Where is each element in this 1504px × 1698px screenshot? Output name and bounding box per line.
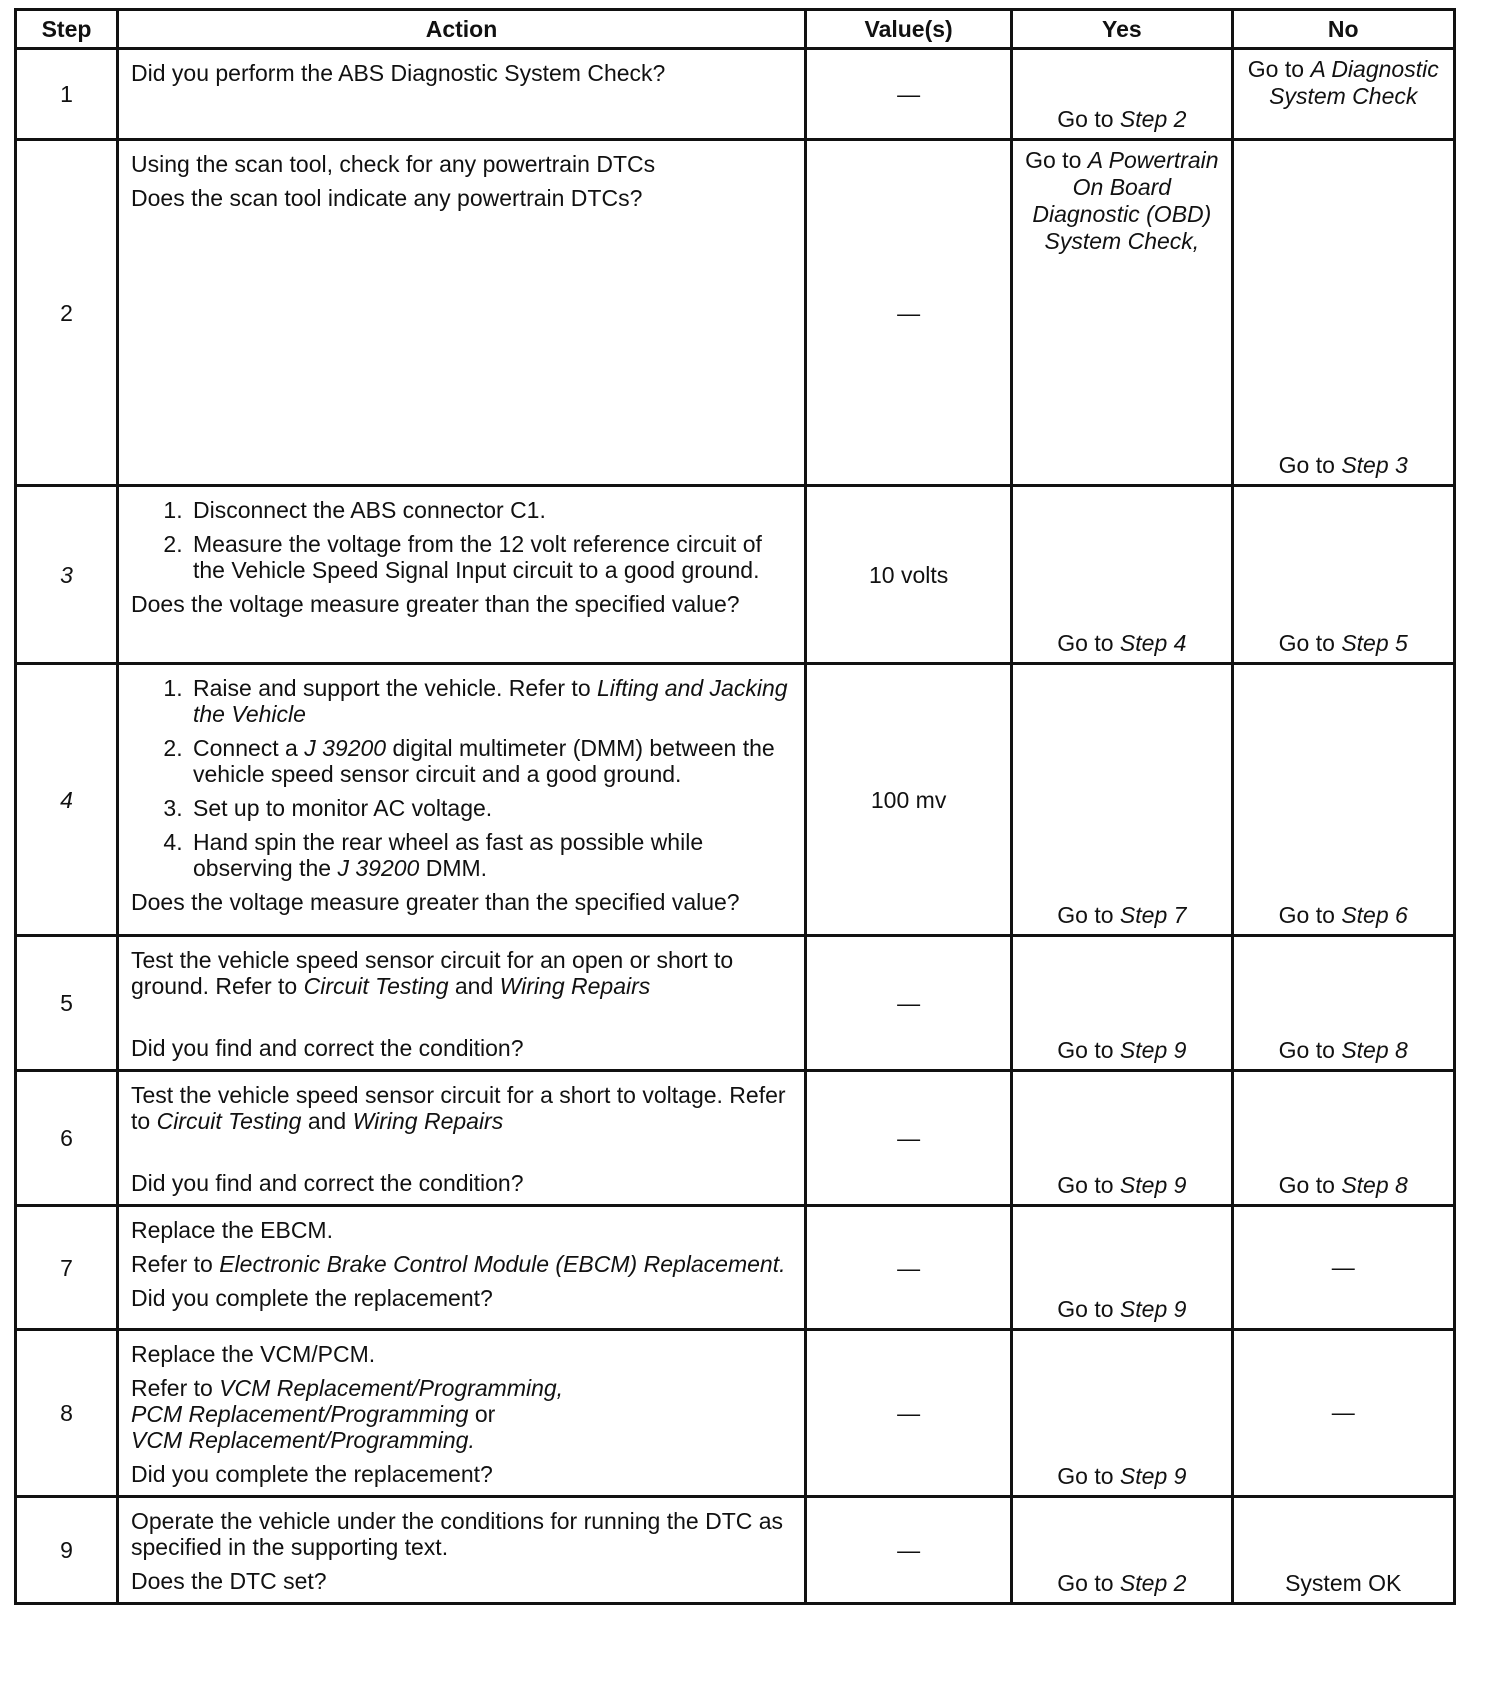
yes-step-link[interactable]: Step 9 [1119,1037,1187,1063]
step-number: 1 [16,49,118,140]
no-step-link[interactable]: Step 8 [1341,1037,1408,1063]
action-reference [131,1427,794,1453]
action-text-part: Test the vehicle speed sensor circuit for a short to voltage. Refer to [131,1082,786,1134]
no-cell [1232,1071,1455,1206]
yes-prefix: Go to [1057,1570,1120,1596]
action-cell [118,140,806,486]
yes-prefix: Go to [1057,1172,1120,1198]
action-text: Replace the EBCM. [131,1217,333,1243]
table-row [16,1497,1455,1604]
no-cell [1232,936,1455,1071]
table-row [16,140,1455,486]
value-cell: — [806,1330,1012,1497]
yes-procedure-link[interactable]: A Powertrain On Board Diagnostic (OBD) System Check, [1032,147,1219,254]
yes-prefix: Go to [1057,106,1120,132]
action-cell [118,664,806,936]
action-question: Does the voltage measure greater than the specified value? [131,889,740,915]
table-row [16,1330,1455,1497]
yes-step-link[interactable]: Step 9 [1119,1296,1187,1322]
yes-step-link[interactable]: Step 7 [1119,902,1187,928]
value-cell: — [806,1071,1012,1206]
diagnostic-table [14,8,1456,1605]
value-cell: — [806,140,1012,486]
action-step-item [189,829,794,881]
step-number: 5 [16,936,118,1071]
yes-cell [1012,664,1232,936]
no-cell [1232,49,1455,140]
action-step-item: 3. Set up to monitor AC voltage. [189,795,794,821]
value-cell: — [806,1206,1012,1330]
action-reference [131,1401,794,1427]
action-cell [118,1497,806,1604]
step-number: 2 [16,140,118,486]
step-number: 4 [16,664,118,936]
no-cell [1232,140,1455,486]
no-procedure-link[interactable]: A Diagnostic System Check [1269,56,1439,109]
no-prefix: Go to [1247,56,1311,82]
action-reference [131,1251,794,1277]
yes-cell [1012,1497,1232,1604]
ebcm-replacement-link[interactable]: Electronic Brake Control Module (EBCM) Replacement. [219,1251,786,1277]
header-step: Step [16,10,118,49]
vcm-replacement-link[interactable]: VCM Replacement/Programming, [219,1375,564,1401]
action-question: Does the scan tool indicate any powertrain DTCs? [131,185,643,211]
action-cell [118,1206,806,1330]
step-number: 8 [16,1330,118,1497]
table-row [16,664,1455,936]
yes-step-link[interactable]: Step 9 [1119,1172,1187,1198]
table-row [16,486,1455,664]
action-question: Did you perform the ABS Diagnostic System Check? [131,60,666,86]
yes-prefix: Go to [1057,902,1120,928]
step-number: 6 [16,1071,118,1206]
no-cell: — [1232,1206,1455,1330]
action-text [131,1082,794,1134]
step-number: 9 [16,1497,118,1604]
yes-cell [1012,1206,1232,1330]
no-prefix: Go to [1278,1037,1342,1063]
yes-cell [1012,1071,1232,1206]
action-step-item [189,735,794,787]
circuit-testing-link[interactable]: Circuit Testing [303,973,449,999]
header-no: No [1232,10,1455,49]
action-question: Did you complete the replacement? [131,1285,493,1311]
value-cell: — [806,1497,1012,1604]
action-step-text: DMM. [419,855,488,881]
no-cell [1232,664,1455,936]
tool-reference: J 39200 [337,855,420,881]
yes-prefix: Go to [1057,1463,1120,1489]
table-row [16,49,1455,140]
action-text: Operate the vehicle under the conditions for running the DTC as specified in the supporting text. [131,1508,784,1560]
action-step-item: 1. Disconnect the ABS connector C1. [189,497,794,523]
action-text: Replace the VCM/PCM. [131,1341,376,1367]
value-cell: — [806,49,1012,140]
action-text-part: Refer to [131,1375,220,1401]
yes-cell [1012,140,1232,486]
action-step-text: Raise and support the vehicle. Refer to [193,675,598,701]
wiring-repairs-link[interactable]: Wiring Repairs [352,1108,504,1134]
action-question: Did you complete the replacement? [131,1461,493,1487]
table-row [16,936,1455,1071]
action-step-text: Connect a [193,735,305,761]
step-number: 3 [16,486,118,664]
wiring-repairs-link[interactable]: Wiring Repairs [499,973,651,999]
value-cell: — [806,936,1012,1071]
action-text: Using the scan tool, check for any powertrain DTCs [131,151,656,177]
yes-step-link[interactable]: Step 2 [1119,106,1187,132]
no-cell: System OK [1232,1497,1455,1604]
yes-cell [1012,49,1232,140]
tool-reference: J 39200 [304,735,387,761]
yes-cell [1012,1330,1232,1497]
diagnostic-table-container [14,8,1456,1605]
no-cell [1232,486,1455,664]
value-cell: 10 volts [806,486,1012,664]
action-text [131,947,794,999]
action-question: Did you find and correct the condition? [131,1035,524,1061]
yes-step-link[interactable]: Step 2 [1119,1570,1187,1596]
header-row [16,10,1455,49]
circuit-testing-link[interactable]: Circuit Testing [156,1108,302,1134]
action-question: Does the DTC set? [131,1568,327,1594]
yes-step-link[interactable]: Step 4 [1119,630,1187,656]
table-row [16,1071,1455,1206]
lifting-jacking-link[interactable]: Lifting and Jacking the Vehicle [193,675,788,727]
action-cell [118,936,806,1071]
yes-step-link[interactable]: Step 9 [1119,1463,1187,1489]
no-step-link[interactable]: Step 6 [1341,902,1408,928]
header-values: Value(s) [806,10,1012,49]
header-action: Action [118,10,806,49]
no-step-link[interactable]: Step 8 [1341,1172,1408,1198]
yes-cell [1012,936,1232,1071]
action-text-part: and [301,1108,353,1134]
yes-prefix: Go to [1025,147,1088,173]
no-step-link[interactable]: Step 3 [1341,452,1408,478]
action-text-part: and [448,973,500,999]
action-cell [118,1071,806,1206]
table-row [16,1206,1455,1330]
yes-cell [1012,486,1232,664]
yes-prefix: Go to [1057,1037,1120,1063]
no-prefix: Go to [1278,630,1342,656]
pcm-replacement-link[interactable]: PCM Replacement/Programming [131,1401,469,1427]
action-step-item [189,675,794,727]
value-cell: 100 mv [806,664,1012,936]
no-prefix: Go to [1278,452,1342,478]
step-number: 7 [16,1206,118,1330]
action-step-text: Hand spin the rear wheel as fast as possible while observing the [193,829,704,881]
action-question: Does the voltage measure greater than the specified value? [131,591,740,617]
action-cell [118,49,806,140]
header-yes: Yes [1012,10,1232,49]
vcm-replacement-link[interactable]: VCM Replacement/Programming. [131,1427,475,1453]
no-prefix: Go to [1278,902,1342,928]
action-steps-list [131,497,794,583]
action-reference [131,1375,794,1401]
no-prefix: Go to [1278,1172,1342,1198]
action-cell [118,1330,806,1497]
yes-prefix: Go to [1057,1296,1120,1322]
action-text-part: Test the vehicle speed sensor circuit for an open or short to ground. Refer to [131,947,734,999]
no-step-link[interactable]: Step 5 [1341,630,1408,656]
no-cell: — [1232,1330,1455,1497]
action-step-item: 2. Measure the voltage from the 12 volt reference circuit of the Vehicle Speed Signal Input circuit to a good ground. [189,531,794,583]
action-cell [118,486,806,664]
yes-prefix: Go to [1057,630,1120,656]
action-steps-list [131,675,794,881]
action-question: Did you find and correct the condition? [131,1170,524,1196]
action-text-part: or [468,1401,496,1427]
action-step-text: digital multimeter (DMM) between the vehicle speed sensor circuit and a good ground. [193,735,775,787]
action-text-part: Refer to [131,1251,220,1277]
